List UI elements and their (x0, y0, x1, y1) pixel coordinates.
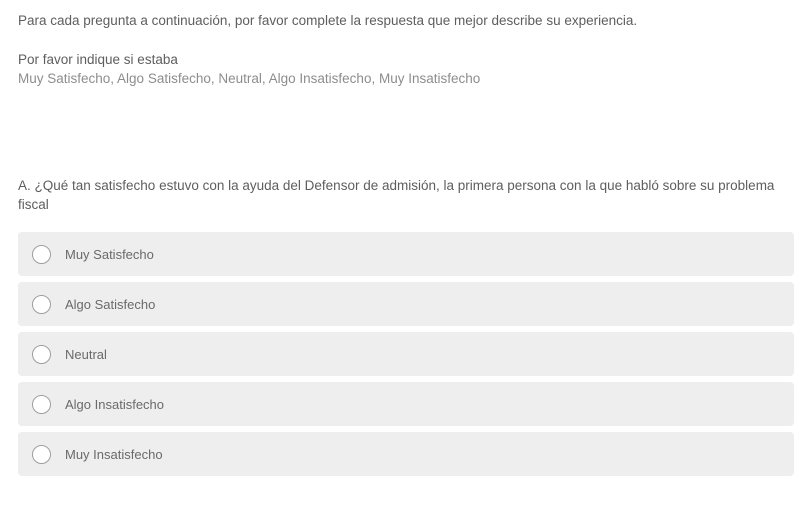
question-label: A. ¿Qué tan satisfecho estuvo con la ayuda del Defensor de admisión, la primera persona con la que habló sobre su problema fiscal (18, 178, 775, 212)
scale-summary-text: Muy Satisfecho, Algo Satisfecho, Neutral, Algo Insatisfecho, Muy Insatisfecho (18, 71, 481, 86)
option-label: Muy Insatisfecho (65, 446, 163, 462)
option-row-muy-insatisfecho[interactable] (18, 432, 794, 476)
option-label: Muy Satisfecho (65, 246, 154, 262)
intro-text: Para cada pregunta a continuación, por favor complete la respuesta que mejor describe su experiencia. (18, 13, 638, 28)
option-row-muy-satisfecho[interactable] (18, 232, 794, 276)
radio-icon[interactable] (32, 445, 51, 464)
intro-block (18, 12, 794, 88)
radio-icon[interactable] (32, 395, 51, 414)
option-row-neutral[interactable] (18, 332, 794, 376)
radio-icon[interactable] (32, 345, 51, 364)
question-spacer (18, 88, 794, 176)
option-label: Algo Satisfecho (65, 296, 156, 312)
option-label: Neutral (65, 346, 107, 362)
instruction-text: Por favor indique si estaba (18, 52, 178, 67)
answer-options-group (18, 232, 794, 476)
radio-icon[interactable] (32, 295, 51, 314)
option-row-algo-insatisfecho[interactable] (18, 382, 794, 426)
option-row-algo-satisfecho[interactable] (18, 282, 794, 326)
option-label: Algo Insatisfecho (65, 396, 165, 412)
radio-icon[interactable] (32, 245, 51, 264)
intro-spacer (18, 32, 794, 50)
